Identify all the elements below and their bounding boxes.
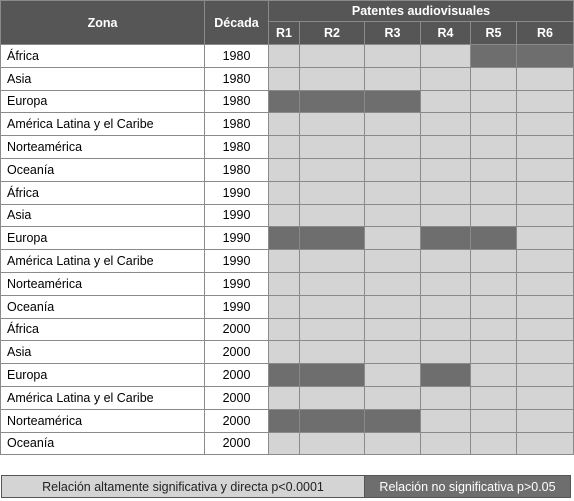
table-row	[1, 113, 574, 136]
header-r5: R5	[471, 22, 517, 45]
relation-cell-r3	[365, 45, 421, 68]
relation-cell-r4	[421, 341, 471, 364]
relation-cell-r5	[471, 136, 517, 159]
relation-cell-r6	[517, 318, 574, 341]
decada-cell: 1990	[205, 181, 269, 204]
table-row	[1, 227, 574, 250]
relation-cell-r6	[517, 181, 574, 204]
relation-cell-r2	[300, 136, 365, 159]
zona-cell: Asia	[1, 67, 205, 90]
relation-cell-r1	[269, 90, 300, 113]
relation-cell-r4	[421, 295, 471, 318]
relation-cell-r5	[471, 45, 517, 68]
relation-cell-r4	[421, 45, 471, 68]
relation-cell-r1	[269, 204, 300, 227]
relation-cell-r5	[471, 272, 517, 295]
table-row	[1, 364, 574, 387]
relation-cell-r6	[517, 409, 574, 432]
relation-cell-r4	[421, 158, 471, 181]
relation-cell-r5	[471, 113, 517, 136]
relation-cell-r6	[517, 386, 574, 409]
decada-cell: 2000	[205, 341, 269, 364]
relation-cell-r5	[471, 409, 517, 432]
table-row	[1, 272, 574, 295]
zona-cell: África	[1, 318, 205, 341]
relation-cell-r4	[421, 227, 471, 250]
relation-cell-r1	[269, 250, 300, 273]
relation-cell-r3	[365, 181, 421, 204]
table-row	[1, 136, 574, 159]
decada-cell: 1980	[205, 67, 269, 90]
relation-cell-r6	[517, 45, 574, 68]
relation-cell-r6	[517, 158, 574, 181]
decada-cell: 1980	[205, 158, 269, 181]
decada-cell: 1980	[205, 136, 269, 159]
table-row	[1, 45, 574, 68]
decada-cell: 2000	[205, 409, 269, 432]
relation-cell-r6	[517, 364, 574, 387]
zona-cell: Asia	[1, 341, 205, 364]
table-body	[1, 45, 574, 455]
table-row	[1, 432, 574, 455]
relation-cell-r3	[365, 364, 421, 387]
relation-cell-r3	[365, 341, 421, 364]
relation-cell-r4	[421, 318, 471, 341]
relation-cell-r4	[421, 136, 471, 159]
decada-cell: 1990	[205, 204, 269, 227]
relation-cell-r2	[300, 90, 365, 113]
relation-cell-r5	[471, 341, 517, 364]
relation-cell-r5	[471, 227, 517, 250]
relation-cell-r1	[269, 272, 300, 295]
relation-cell-r2	[300, 341, 365, 364]
relation-cell-r1	[269, 386, 300, 409]
zona-cell: Oceanía	[1, 295, 205, 318]
relation-cell-r3	[365, 386, 421, 409]
zona-cell: América Latina y el Caribe	[1, 386, 205, 409]
zona-cell: Oceanía	[1, 432, 205, 455]
relation-cell-r5	[471, 386, 517, 409]
relation-cell-r6	[517, 432, 574, 455]
relation-cell-r1	[269, 409, 300, 432]
header-patentes: Patentes audiovisuales	[269, 1, 574, 22]
relation-cell-r6	[517, 341, 574, 364]
relation-cell-r4	[421, 386, 471, 409]
relation-cell-r6	[517, 204, 574, 227]
relation-cell-r6	[517, 295, 574, 318]
relation-cell-r1	[269, 181, 300, 204]
relation-cell-r3	[365, 90, 421, 113]
relation-cell-r5	[471, 250, 517, 273]
relation-cell-r5	[471, 204, 517, 227]
relation-cell-r3	[365, 227, 421, 250]
relation-cell-r4	[421, 181, 471, 204]
relation-cell-r2	[300, 409, 365, 432]
relation-cell-r5	[471, 67, 517, 90]
zona-cell: Asia	[1, 204, 205, 227]
relation-cell-r3	[365, 158, 421, 181]
zona-cell: Norteamérica	[1, 136, 205, 159]
table-row	[1, 295, 574, 318]
header-r4: R4	[421, 22, 471, 45]
decada-cell: 1980	[205, 90, 269, 113]
relation-cell-r1	[269, 136, 300, 159]
relation-cell-r2	[300, 227, 365, 250]
zona-cell: Oceanía	[1, 158, 205, 181]
relation-cell-r4	[421, 432, 471, 455]
decada-cell: 2000	[205, 432, 269, 455]
header-decada: Década	[205, 1, 269, 45]
relation-cell-r5	[471, 181, 517, 204]
table-row	[1, 409, 574, 432]
relation-cell-r3	[365, 409, 421, 432]
relation-cell-r2	[300, 364, 365, 387]
table-row	[1, 341, 574, 364]
header-r3: R3	[365, 22, 421, 45]
relation-cell-r3	[365, 318, 421, 341]
relation-cell-r5	[471, 158, 517, 181]
relation-cell-r2	[300, 181, 365, 204]
relation-cell-r2	[300, 386, 365, 409]
relation-cell-r1	[269, 113, 300, 136]
relation-cell-r3	[365, 136, 421, 159]
zona-cell: Europa	[1, 364, 205, 387]
table-row	[1, 67, 574, 90]
header-zona: Zona	[1, 1, 205, 45]
relation-cell-r1	[269, 45, 300, 68]
relation-cell-r3	[365, 67, 421, 90]
decada-cell: 1990	[205, 227, 269, 250]
zona-cell: América Latina y el Caribe	[1, 250, 205, 273]
relation-cell-r6	[517, 250, 574, 273]
header-r6: R6	[517, 22, 574, 45]
relation-cell-r2	[300, 158, 365, 181]
relation-cell-r5	[471, 295, 517, 318]
relation-cell-r1	[269, 295, 300, 318]
decada-cell: 2000	[205, 318, 269, 341]
header-r2: R2	[300, 22, 365, 45]
legend-significant: Relación altamente significativa y directa p<0.0001	[2, 476, 365, 497]
relation-cell-r2	[300, 113, 365, 136]
relation-cell-r4	[421, 272, 471, 295]
relation-cell-r2	[300, 295, 365, 318]
relation-cell-r4	[421, 67, 471, 90]
relation-cell-r2	[300, 318, 365, 341]
decada-cell: 1990	[205, 295, 269, 318]
relation-cell-r3	[365, 272, 421, 295]
relation-cell-r2	[300, 432, 365, 455]
zona-cell: Europa	[1, 90, 205, 113]
table-row	[1, 90, 574, 113]
decada-cell: 1990	[205, 272, 269, 295]
zona-cell: África	[1, 181, 205, 204]
decada-cell: 1990	[205, 250, 269, 273]
zona-cell: Norteamérica	[1, 409, 205, 432]
relation-cell-r1	[269, 341, 300, 364]
relation-cell-r3	[365, 432, 421, 455]
relation-cell-r6	[517, 67, 574, 90]
relation-cell-r6	[517, 113, 574, 136]
relation-cell-r3	[365, 250, 421, 273]
decada-cell: 1980	[205, 45, 269, 68]
relation-cell-r2	[300, 67, 365, 90]
relation-cell-r3	[365, 204, 421, 227]
relation-cell-r3	[365, 295, 421, 318]
relation-cell-r2	[300, 272, 365, 295]
table-row	[1, 318, 574, 341]
header-r1: R1	[269, 22, 300, 45]
relation-cell-r2	[300, 45, 365, 68]
relation-cell-r3	[365, 113, 421, 136]
relation-cell-r4	[421, 90, 471, 113]
legend-not-significant: Relación no significativa p>0.05	[365, 476, 570, 497]
relation-cell-r1	[269, 432, 300, 455]
table-row	[1, 158, 574, 181]
relation-cell-r6	[517, 272, 574, 295]
relation-cell-r1	[269, 158, 300, 181]
decada-cell: 1980	[205, 113, 269, 136]
relation-cell-r2	[300, 250, 365, 273]
relation-cell-r5	[471, 90, 517, 113]
relation-cell-r5	[471, 318, 517, 341]
relation-cell-r4	[421, 204, 471, 227]
relation-cell-r1	[269, 227, 300, 250]
relation-cell-r1	[269, 67, 300, 90]
relation-cell-r1	[269, 364, 300, 387]
relation-cell-r5	[471, 364, 517, 387]
decada-cell: 2000	[205, 364, 269, 387]
relation-cell-r4	[421, 113, 471, 136]
relation-cell-r6	[517, 136, 574, 159]
zona-cell: África	[1, 45, 205, 68]
table-row	[1, 386, 574, 409]
table-row	[1, 204, 574, 227]
decada-cell: 2000	[205, 386, 269, 409]
relation-cell-r5	[471, 432, 517, 455]
table-row	[1, 250, 574, 273]
table-row	[1, 181, 574, 204]
relation-cell-r4	[421, 250, 471, 273]
relation-cell-r6	[517, 90, 574, 113]
zona-cell: América Latina y el Caribe	[1, 113, 205, 136]
legend	[1, 475, 571, 498]
relation-cell-r6	[517, 227, 574, 250]
relation-cell-r1	[269, 318, 300, 341]
relation-cell-r4	[421, 364, 471, 387]
zona-cell: Europa	[1, 227, 205, 250]
relation-cell-r4	[421, 409, 471, 432]
zona-cell: Norteamérica	[1, 272, 205, 295]
relation-cell-r2	[300, 204, 365, 227]
